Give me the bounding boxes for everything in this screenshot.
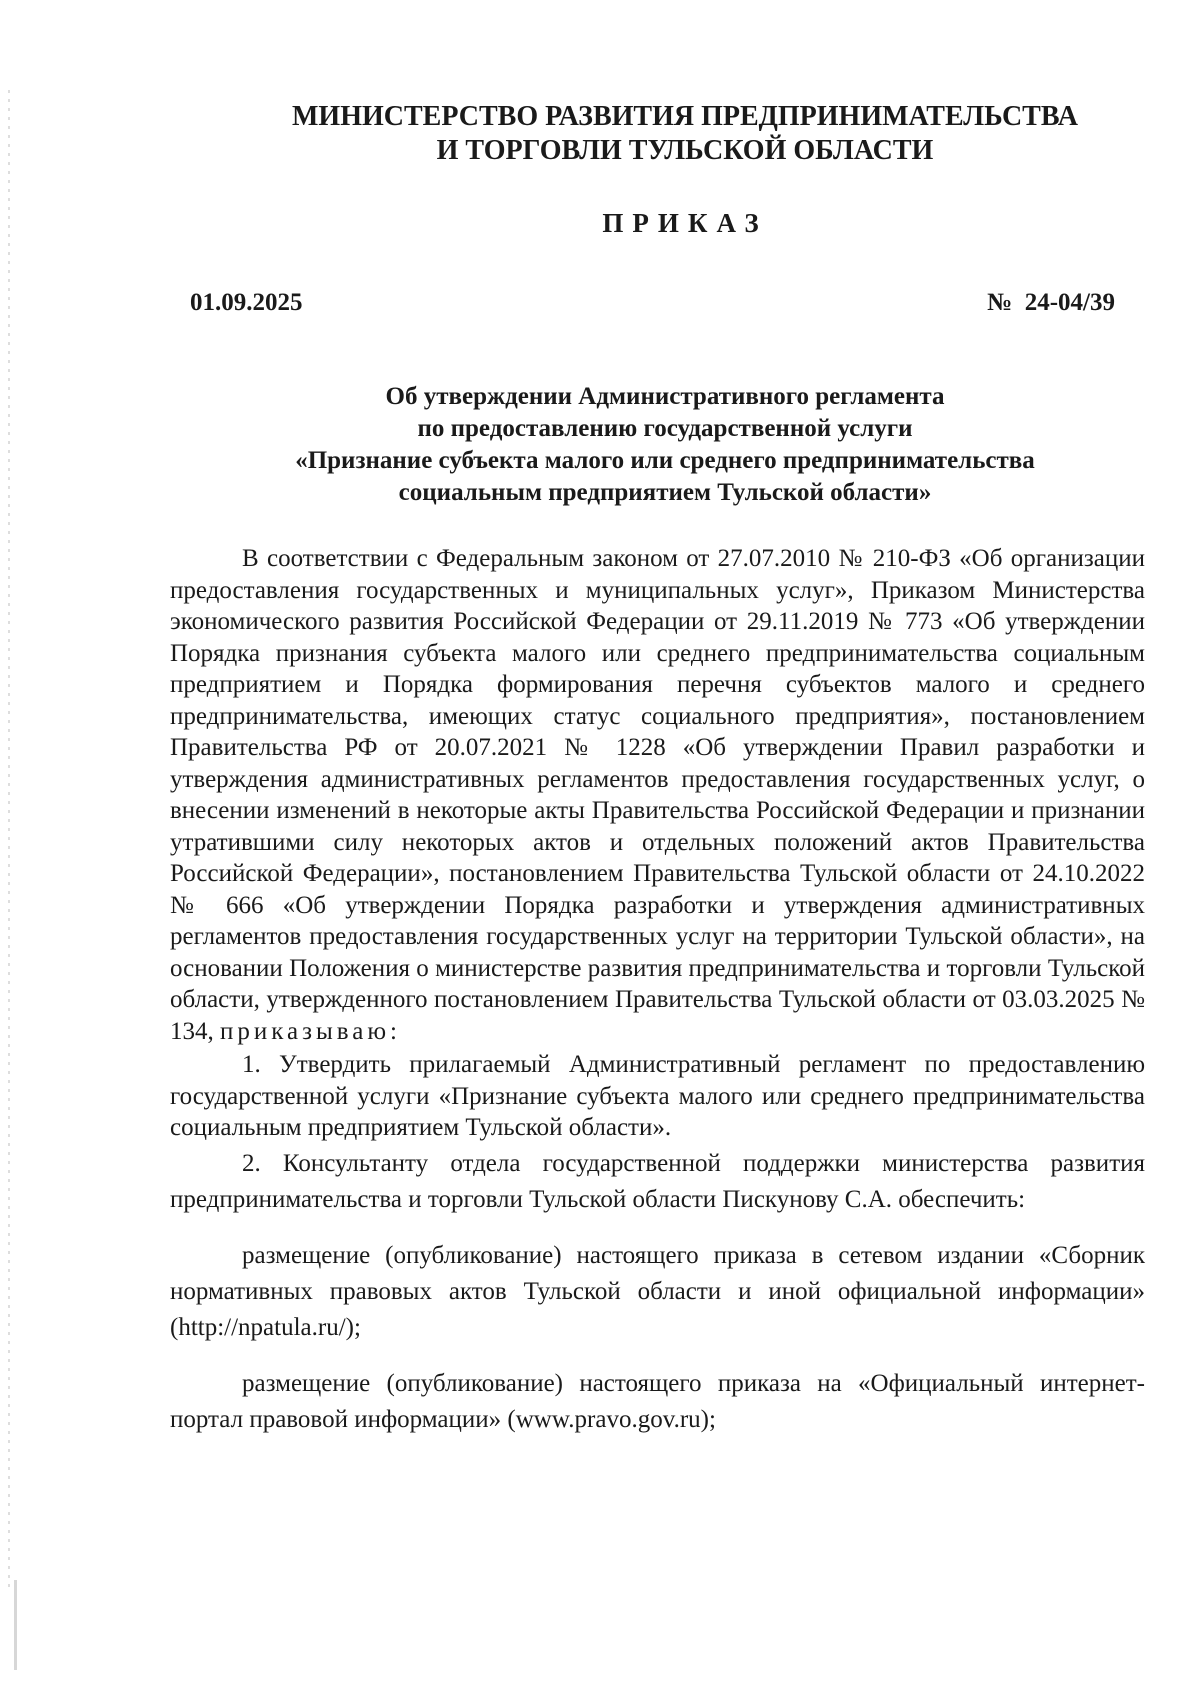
- title-line-4: социальным предприятием Тульской области»: [398, 479, 932, 506]
- sub-item-1-paragraph: размещение (опубликование) настоящего приказа в сетевом издании «Сборник нормативных правовых актов Тульской области и иной официальной информации» (http://npatula.ru/);: [170, 1241, 1145, 1341]
- title-line-2: по предоставлению государственной услуги: [417, 415, 913, 442]
- title-line-1: Об утверждении Административного регламента: [385, 383, 945, 410]
- title-line-3: «Признание субъекта малого или среднего предпринимательства: [295, 447, 1035, 474]
- date-number-row: [170, 289, 1145, 317]
- order-title: [200, 381, 1130, 509]
- order-heading: ПРИКАЗ: [602, 208, 768, 238]
- order-number: № 24-04/39: [987, 289, 1115, 316]
- item-2-paragraph: 2. Консультанту отдела государственной поддержки министерства развития предпринимательства и торговли Тульской области Пискунову С.А. обеспечить:: [170, 1149, 1145, 1213]
- ministry-line-1: МИНИСТЕРСТВО РАЗВИТИЯ ПРЕДПРИНИМАТЕЛЬСТВА: [291, 101, 1078, 132]
- order-date: 01.09.2025: [190, 289, 303, 316]
- ministry-header: [220, 100, 1150, 168]
- sub-item-2-paragraph: размещение (опубликование) настоящего приказа на «Официальный интернет-портал правовой информации» (www.pravo.gov.ru);: [170, 1369, 1145, 1433]
- scan-edge-artifact: [8, 90, 10, 1590]
- preamble-text: В соответствии с Федеральным законом от 27.07.2010 № 210-ФЗ «Об организации предоставления государственных и муниципальных услуг», Приказом Министерства экономического развития Российской Федерации от 29.11.2019 № 773 «Об утверждении Порядка признания субъекта малого или среднего предпринимательства социальным предприятием и Порядка формирования перечня субъектов малого и среднего предпринимательства, имеющих статус социального предприятия», постановлением Правительства РФ от 20.07.2021 № 1228 «Об утверждении Правил разработки и утверждения административных регламентов предоставления государственных услуг, о внесении изменений в некоторые акты Правительства Российской Федерации и признании утратившими силу некоторых актов и отдельных положений актов Правительства Российской Федерации», постановлением Правительства Тульской области от 24.10.2022 № 666 «Об утверждении Порядка разработки и утверждения административных регламентов предоставления государственных услуг на территории Тульской области», на основании Положения о министерстве развития предпринимательства и торговли Тульской области, утвержденного постановлением Правительства Тульской области от 03.03.2025 № 134,: [170, 545, 1145, 1045]
- document-page: [170, 100, 1145, 1438]
- order-body: [170, 543, 1145, 1438]
- scan-edge-artifact-bottom: [14, 1580, 17, 1670]
- order-verb: приказываю:: [220, 1017, 401, 1045]
- ministry-line-2: И ТОРГОВЛИ ТУЛЬСКОЙ ОБЛАСТИ: [436, 135, 934, 166]
- item-1-paragraph: 1. Утвердить прилагаемый Административный регламент по предоставлению государственной услуги «Признание субъекта малого или среднего предпринимательства социальным предприятием Тульской области».: [170, 1051, 1145, 1141]
- preamble-paragraph: [170, 543, 1145, 1047]
